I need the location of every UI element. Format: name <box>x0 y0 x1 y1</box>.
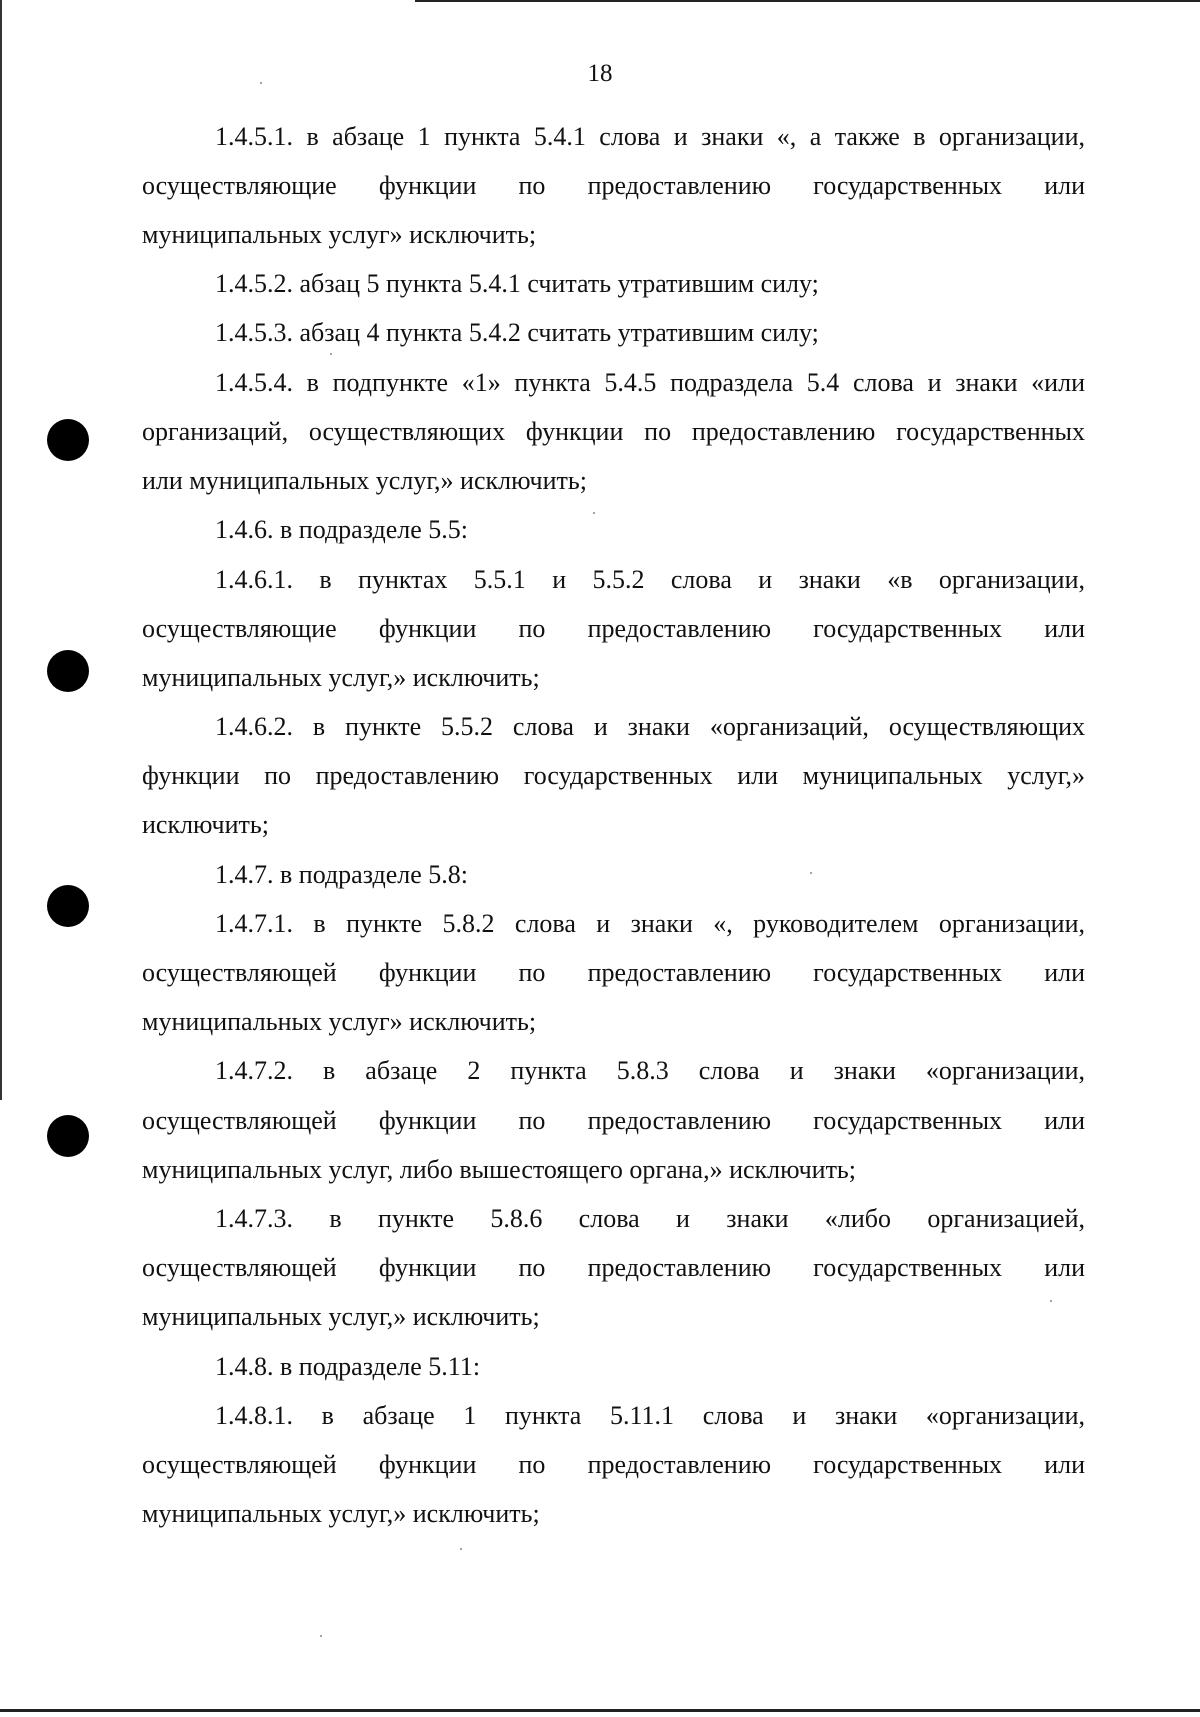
text-line: 1.4.7.3. в пункте 5.8.6 слова и знаки «либо организацией, <box>215 1204 1085 1233</box>
text-line: 1.4.5.1. в абзаце 1 пункта 5.4.1 слова и знаки «, а также в организации, <box>215 122 1085 151</box>
scan-speck <box>1050 1300 1052 1302</box>
section-heading: 1.4.7. в подразделе 5.8: <box>215 860 469 889</box>
text-line: или муниципальных услуг,» исключить; <box>142 466 587 495</box>
scan-speck <box>460 1548 462 1550</box>
text-line: муниципальных услуг, либо вышестоящего органа,» исключить; <box>142 1155 857 1184</box>
scan-speck <box>330 353 332 355</box>
text-line: муниципальных услуг» исключить; <box>142 220 537 249</box>
text-line: 1.4.8.1. в абзаце 1 пункта 5.11.1 слова и знаки «организации, <box>215 1401 1085 1430</box>
text-line: 1.4.6.2. в пункте 5.5.2 слова и знаки «организаций, осуществляющих <box>215 712 1085 741</box>
text-line: 1.4.5.4. в подпункте «1» пункта 5.4.5 подраздела 5.4 слова и знаки «или <box>215 368 1085 397</box>
scan-speck <box>593 512 595 514</box>
text-line: исключить; <box>142 810 269 839</box>
punch-hole <box>47 419 89 461</box>
text-line: 1.4.5.3. абзац 4 пункта 5.4.2 считать утратившим силу; <box>215 318 819 347</box>
page-number: 18 <box>587 60 613 87</box>
text-line: осуществляющей функции по предоставлению государственных или <box>142 1450 1085 1479</box>
text-line: 1.4.7.1. в пункте 5.8.2 слова и знаки «, руководителем организации, <box>215 909 1085 938</box>
scan-edge-top <box>415 0 1200 2</box>
text-line: муниципальных услуг» исключить; <box>142 1007 537 1036</box>
text-line: организаций, осуществляющих функции по предоставлению государственных <box>142 417 1085 446</box>
punch-hole <box>47 1115 89 1157</box>
text-line: осуществляющие функции по предоставлению государственных или <box>142 614 1085 643</box>
section-heading: 1.4.8. в подразделе 5.11: <box>215 1352 481 1381</box>
text-line: 1.4.7.2. в абзаце 2 пункта 5.8.3 слова и знаки «организации, <box>215 1056 1085 1085</box>
text-line: осуществляющей функции по предоставлению государственных или <box>142 1106 1085 1135</box>
scan-edge-left <box>0 0 2 1100</box>
text-line: осуществляющей функции по предоставлению государственных или <box>142 1253 1085 1282</box>
text-line: муниципальных услуг,» исключить; <box>142 1499 540 1528</box>
punch-hole <box>47 885 89 927</box>
text-line: функции по предоставлению государственных или муниципальных услуг,» <box>142 761 1085 790</box>
text-line: осуществляющие функции по предоставлению государственных или <box>142 171 1085 200</box>
text-line: осуществляющей функции по предоставлению государственных или <box>142 958 1085 987</box>
text-line: 1.4.6.1. в пунктах 5.5.1 и 5.5.2 слова и знаки «в организации, <box>215 565 1085 594</box>
text-line: муниципальных услуг,» исключить; <box>142 663 540 692</box>
section-heading: 1.4.6. в подразделе 5.5: <box>215 515 469 544</box>
text-line: 1.4.5.2. абзац 5 пункта 5.4.1 считать утратившим силу; <box>215 269 819 298</box>
scan-speck <box>810 872 812 874</box>
scan-speck <box>320 1635 322 1637</box>
punch-hole <box>47 650 89 692</box>
scan-edge-bottom <box>0 1709 1200 1712</box>
text-line: муниципальных услуг,» исключить; <box>142 1302 540 1331</box>
